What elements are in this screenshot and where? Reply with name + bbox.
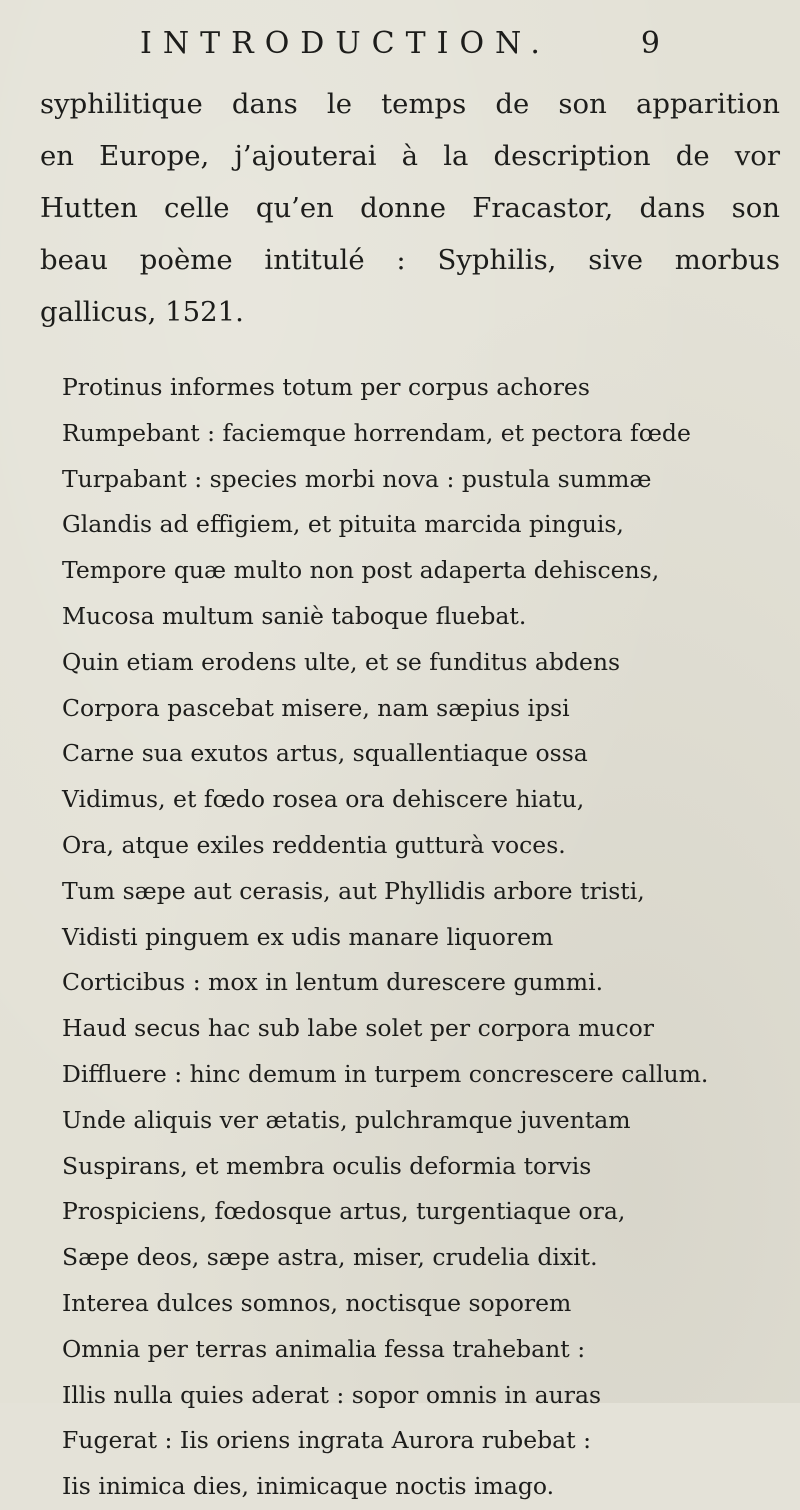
running-head — [140, 24, 660, 64]
page-number: 9 — [640, 26, 660, 61]
poem-line: Corpora pascebat misere, nam sæpius ipsi — [62, 693, 570, 722]
prose-paragraph — [40, 78, 780, 338]
poem-line: Diffluere : hinc demum in turpem concrescere callum. — [62, 1059, 709, 1088]
latin-poem-quotation — [62, 365, 762, 1510]
poem-line: Ora, atque exiles reddentia gutturà voces. — [62, 830, 566, 859]
poem-line: Haud secus hac sub labe solet per corpora mucor — [62, 1014, 654, 1043]
poem-line: Turpabant : species morbi nova : pustula summæ — [62, 464, 652, 493]
poem-line: Vidisti pinguem ex udis manare liquorem — [62, 922, 554, 951]
poem-line: Carne sua exutos artus, squallentiaque ossa — [62, 739, 588, 768]
prose-line: en Europe, j’ajouterai à la description de vor — [40, 140, 780, 172]
poem-line: Unde aliquis ver ætatis, pulchramque juventam — [62, 1105, 631, 1134]
poem-line: Corticibus : mox in lentum durescere gummi. — [62, 968, 604, 997]
prose-line: Hutten celle qu’en donne Fracastor, dans son — [40, 192, 780, 224]
prose-line: beau poème intitulé : Syphilis, sive morbus — [40, 244, 780, 276]
poem-line: Interea dulces somnos, noctisque soporem — [62, 1288, 572, 1317]
poem-line: Glandis ad effigiem, et pituita marcida pinguis, — [62, 510, 624, 539]
poem-line: Rumpebant : faciemque horrendam, et pectora fœde — [62, 418, 691, 447]
running-title: INTRODUCTION. — [140, 26, 551, 61]
poem-line: Fugerat : Iis oriens ingrata Aurora rubebat : — [62, 1426, 592, 1455]
poem-line: Tum sæpe aut cerasis, aut Phyllidis arbore tristi, — [62, 876, 645, 905]
poem-line: Protinus informes totum per corpus achores — [62, 373, 590, 401]
poem-line: Iis inimica dies, inimicaque noctis imago. — [62, 1472, 555, 1501]
prose-line: syphilitique dans le temps de son apparition — [40, 88, 780, 120]
poem-line: Mucosa multum saniè taboque fluebat. — [62, 601, 527, 630]
poem-line: Omnia per terras animalia fessa trahebant : — [62, 1334, 586, 1363]
poem-line: Illis nulla quies aderat : sopor omnis in auras — [62, 1380, 602, 1409]
poem-line: Vidimus, et fœdo rosea ora dehiscere hiatu, — [62, 785, 585, 814]
poem-line: Sæpe deos, sæpe astra, miser, crudelia dixit. — [62, 1243, 598, 1272]
poem-line: Suspirans, et membra oculis deformia torvis — [62, 1151, 592, 1180]
poem-line: Prospiciens, fœdosque artus, turgentiaque ora, — [62, 1197, 626, 1226]
poem-line: Tempore quæ multo non post adaperta dehiscens, — [62, 556, 660, 585]
poem-line: Quin etiam erodens ulte, et se funditus abdens — [62, 647, 621, 676]
prose-line: gallicus, 1521. — [40, 296, 244, 328]
